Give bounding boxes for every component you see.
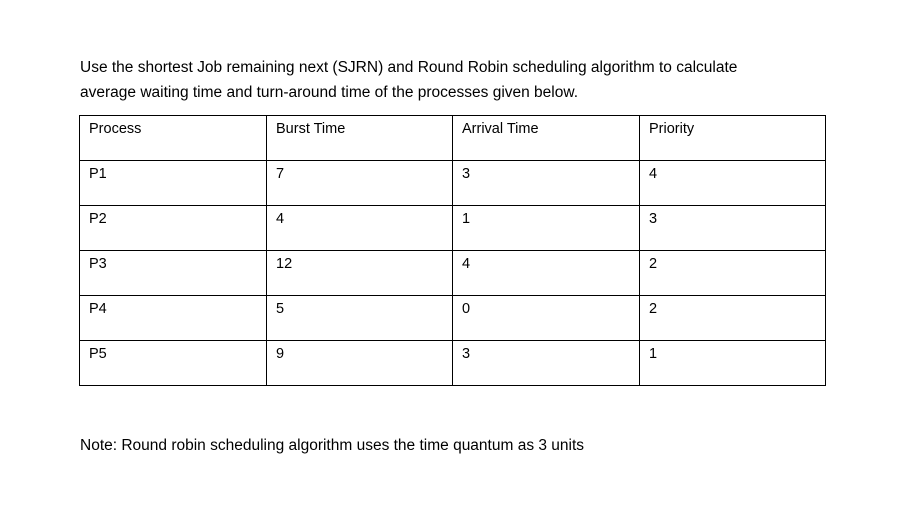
table-row [80, 341, 826, 386]
cell-process: P1 [80, 161, 267, 206]
cell-burst-time: 12 [267, 251, 453, 296]
cell-priority: 1 [640, 341, 826, 386]
cell-burst-time: 5 [267, 296, 453, 341]
process-table [79, 115, 826, 386]
table-row [80, 251, 826, 296]
cell-arrival-time: 3 [453, 341, 640, 386]
header-burst-time: Burst Time [267, 116, 453, 161]
cell-process: P5 [80, 341, 267, 386]
cell-priority: 2 [640, 251, 826, 296]
cell-arrival-time: 4 [453, 251, 640, 296]
table-row [80, 296, 826, 341]
cell-process: P4 [80, 296, 267, 341]
table-row [80, 161, 826, 206]
cell-burst-time: 7 [267, 161, 453, 206]
cell-priority: 2 [640, 296, 826, 341]
cell-burst-time: 4 [267, 206, 453, 251]
header-arrival-time: Arrival Time [453, 116, 640, 161]
cell-priority: 3 [640, 206, 826, 251]
intro-line-2: average waiting time and turn-around time of the processes given below. [80, 84, 579, 101]
intro-paragraph [80, 55, 840, 105]
table-header-row [80, 116, 826, 161]
header-priority: Priority [640, 116, 826, 161]
cell-priority: 4 [640, 161, 826, 206]
table-row [80, 206, 826, 251]
cell-process: P3 [80, 251, 267, 296]
cell-process: P2 [80, 206, 267, 251]
intro-line-1: Use the shortest Job remaining next (SJRN) and Round Robin scheduling algorithm to calculate [80, 59, 738, 76]
cell-arrival-time: 1 [453, 206, 640, 251]
note-text: Note: Round robin scheduling algorithm uses the time quantum as 3 units [80, 437, 585, 454]
cell-arrival-time: 3 [453, 161, 640, 206]
cell-arrival-time: 0 [453, 296, 640, 341]
cell-burst-time: 9 [267, 341, 453, 386]
header-process: Process [80, 116, 267, 161]
